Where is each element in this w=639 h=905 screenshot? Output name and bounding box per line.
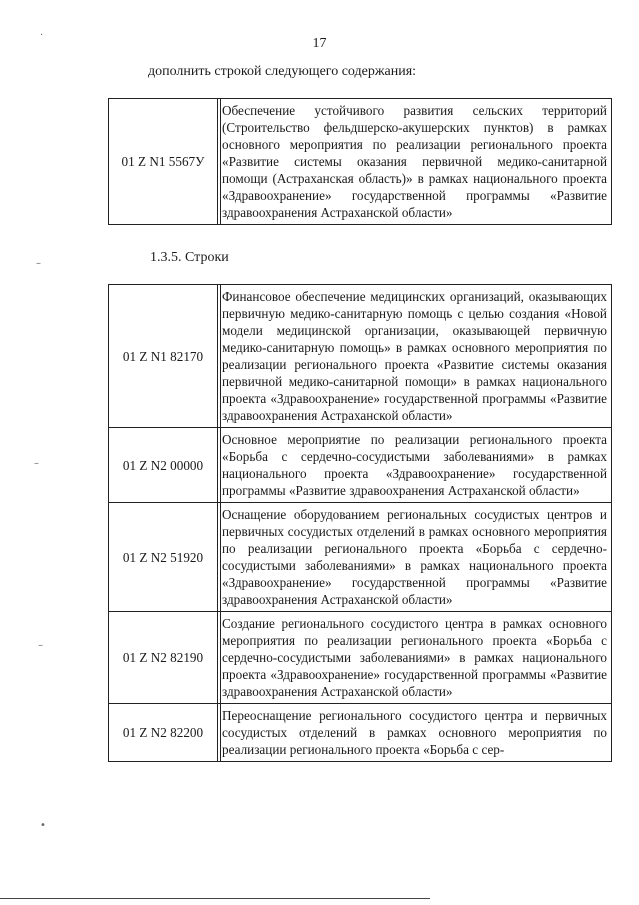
scan-speck: · bbox=[40, 30, 44, 41]
description-cell: Обеспечение устойчивого развития сельских территорий (Строительство фельдшерско-акушерских пунктов) в рамках основного мероприятия по реализации регионального проекта «Развитие системы оказания первичной медико-санитарной помощи (Астраханская область)» в рамках национального проекта «Здравоохранение» государственной программы «Развитие здравоохранения Астраханской области» bbox=[218, 99, 612, 225]
description-cell: Финансовое обеспечение медицинских организаций, оказывающих первичную медико-санитарную помощь с целью создания «Новой модели медицинской организации, оказывающей первичную медико-санитарную помощь» в рамках основного мероприятия по реализации регионального проекта «Развитие системы оказания первичной медико-санитарной помощи» в рамках национального проекта «Здравоохранение» государственной программы «Развитие здравоохранения Астраханской области» bbox=[218, 285, 612, 428]
scan-speck: – bbox=[34, 458, 39, 469]
intro-text: дополнить строкой следующего содержания: bbox=[148, 64, 417, 79]
table-row bbox=[109, 503, 612, 612]
scan-speck: – bbox=[36, 258, 41, 269]
page-number: 17 bbox=[312, 36, 327, 51]
scan-speck: – bbox=[38, 640, 43, 651]
description-cell: Переоснащение регионального сосудистого центра и первичных сосудистых отделений в рамках основного мероприятия по реализации регионального проекта «Борьба с сер- bbox=[218, 704, 612, 762]
scan-speck: • bbox=[40, 820, 46, 831]
table-main bbox=[108, 284, 612, 762]
footer-rule bbox=[0, 898, 430, 899]
budget-code-cell: 01 Z N1 82170 bbox=[109, 285, 218, 428]
budget-code-cell: 01 Z N2 00000 bbox=[109, 428, 218, 503]
budget-code-cell: 01 Z N1 5567У bbox=[109, 99, 218, 225]
budget-code-cell: 01 Z N2 82200 bbox=[109, 704, 218, 762]
section-heading: 1.3.5. Строки bbox=[150, 250, 229, 265]
table-row bbox=[109, 612, 612, 704]
table-row bbox=[109, 285, 612, 428]
description-cell: Создание регионального сосудистого центра в рамках основного мероприятия по реализации регионального проекта «Борьба с сердечно-сосудистыми заболеваниями» в рамках национального проекта «Здравоохранение» государственной программы «Развитие здравоохранения Астраханской области» bbox=[218, 612, 612, 704]
budget-code-cell: 01 Z N2 51920 bbox=[109, 503, 218, 612]
budget-code-cell: 01 Z N2 82190 bbox=[109, 612, 218, 704]
description-cell: Основное мероприятие по реализации регионального проекта «Борьба с сердечно-сосудистыми заболеваниями» в рамках национального проекта «Здравоохранение» государственной программы «Развитие здравоохранения Астраханской области» bbox=[218, 428, 612, 503]
table-row bbox=[109, 704, 612, 762]
table-top bbox=[108, 98, 612, 225]
description-cell: Оснащение оборудованием региональных сосудистых центров и первичных сосудистых отделений в рамках основного мероприятия по реализации регионального проекта «Борьба с сердечно-сосудистыми заболеваниями» в рамках национального проекта «Здравоохранение» государственной программы «Развитие здравоохранения Астраханской области» bbox=[218, 503, 612, 612]
table-row bbox=[109, 428, 612, 503]
table-row bbox=[109, 99, 612, 225]
